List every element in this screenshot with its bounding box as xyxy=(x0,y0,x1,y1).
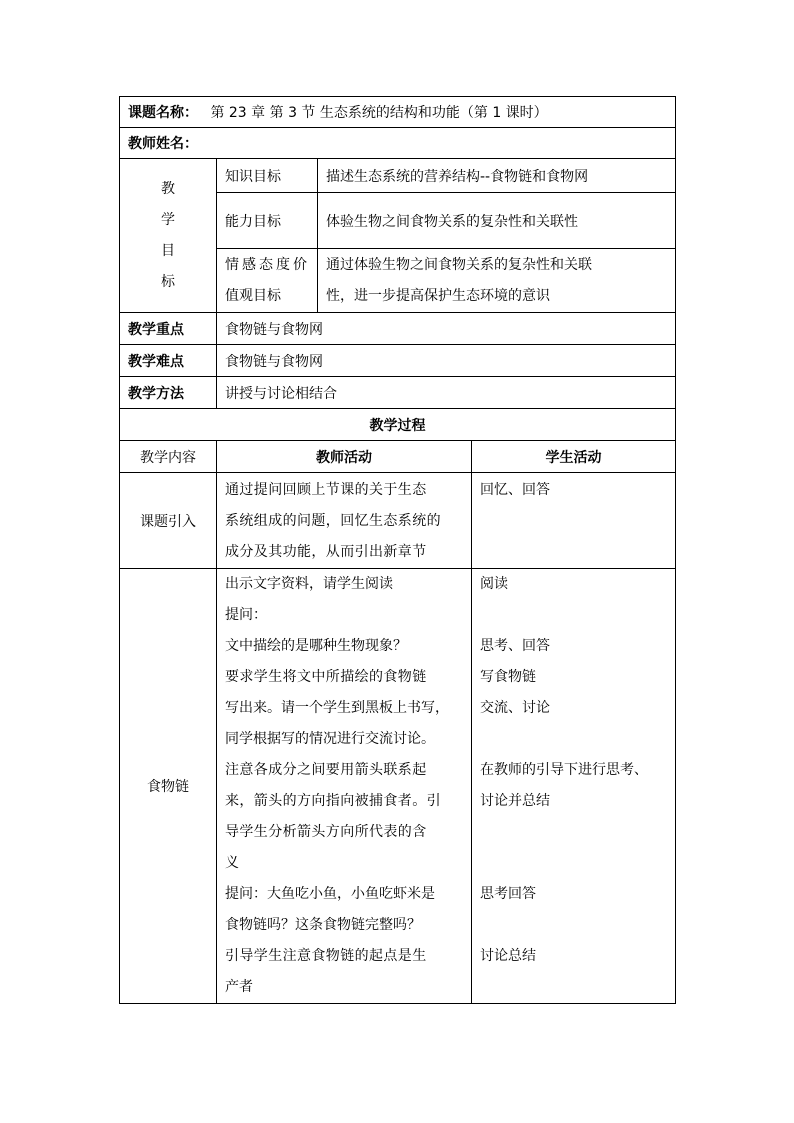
student-line xyxy=(480,724,667,755)
student-line: 交流、讨论 xyxy=(480,700,550,716)
process-title-row xyxy=(120,409,676,441)
knowledge-goal-text: 描述生态系统的营养结构--食物链和食物网 xyxy=(318,159,676,193)
col-header-content: 教学内容 xyxy=(120,441,217,473)
food-chain-content: 食物链 xyxy=(120,569,217,1004)
difficulty-label: 教学难点 xyxy=(120,345,217,377)
teacher-line: 提问： xyxy=(225,607,267,623)
ability-goal-text: 体验生物之间食物关系的复杂性和关联性 xyxy=(318,193,676,249)
topic-label: 课题名称： xyxy=(128,105,198,121)
emotion-goal-label: 情感态度价 值观目标 xyxy=(217,249,318,313)
col-header-student: 学生活动 xyxy=(472,441,676,473)
food-chain-row xyxy=(120,569,676,1004)
food-chain-teacher-activity xyxy=(217,569,472,1004)
teacher-line: 注意各成分之间要用箭头联系起 xyxy=(225,762,427,778)
goals-label-char: 学 xyxy=(161,211,175,228)
key-point-value: 食物链与食物网 xyxy=(217,313,676,345)
teacher-line: 写出来。请一个学生到黑板上书写， xyxy=(225,700,449,716)
teacher-row xyxy=(120,128,676,159)
teacher-line: 产者 xyxy=(225,979,253,995)
process-title: 教学过程 xyxy=(120,409,676,441)
student-line: 思考、回答 xyxy=(480,638,550,654)
key-point-label: 教学重点 xyxy=(120,313,217,345)
student-line: 在教师的引导下进行思考、 xyxy=(480,762,648,778)
student-line xyxy=(480,848,667,879)
student-line xyxy=(480,972,667,1003)
teacher-line: 引导学生注意食物链的起点是生 xyxy=(225,948,427,964)
intro-teacher-activity: 通过提问回顾上节课的关于生态 系统组成的问题，回忆生态系统的 成分及其功能，从而引出新章节 xyxy=(217,473,472,569)
col-header-teacher: 教师活动 xyxy=(217,441,472,473)
teacher-line: 导学生分析箭头方向所代表的含 xyxy=(225,824,427,840)
goals-label-char: 目 xyxy=(161,242,175,259)
teacher-label: 教师姓名： xyxy=(128,136,198,152)
emotion-goal-text: 通过体验生物之间食物关系的复杂性和关联 性，进一步提高保护生态环境的意识 xyxy=(318,249,676,313)
student-line: 讨论总结 xyxy=(480,948,536,964)
intro-student-activity: 回忆、回答 xyxy=(472,473,676,569)
goal-knowledge-row xyxy=(120,159,676,193)
goals-label xyxy=(120,159,217,313)
method-value: 讲授与讨论相结合 xyxy=(217,377,676,409)
topic-row xyxy=(120,97,676,128)
teacher-line: 提问：大鱼吃小鱼，小鱼吃虾米是 xyxy=(225,886,435,902)
difficulty-value: 食物链与食物网 xyxy=(217,345,676,377)
teacher-line: 文中描绘的是哪种生物现象？ xyxy=(225,638,407,654)
lesson-plan xyxy=(119,96,675,1004)
goals-label-char: 标 xyxy=(161,273,175,290)
food-chain-student-activity xyxy=(472,569,676,1004)
knowledge-goal-label: 知识目标 xyxy=(217,159,318,193)
ability-goal-label: 能力目标 xyxy=(217,193,318,249)
process-header-row xyxy=(120,441,676,473)
lesson-plan-table xyxy=(119,96,676,1004)
student-line: 思考回答 xyxy=(480,886,536,902)
intro-content: 课题引入 xyxy=(120,473,217,569)
teacher-line: 来，箭头的方向指向被捕食者。引 xyxy=(225,793,441,809)
difficulty-row xyxy=(120,345,676,377)
student-line xyxy=(480,600,667,631)
teacher-line: 义 xyxy=(225,855,239,871)
student-line: 阅读 xyxy=(480,576,508,592)
teacher-line: 要求学生将文中所描绘的食物链 xyxy=(225,669,427,685)
teacher-line: 出示文字资料，请学生阅读 xyxy=(225,576,393,592)
student-line: 讨论并总结 xyxy=(480,793,550,809)
student-line xyxy=(480,910,667,941)
student-line: 写食物链 xyxy=(480,669,536,685)
intro-row xyxy=(120,473,676,569)
goals-label-char: 教 xyxy=(161,180,175,197)
teacher-line: 同学根据写的情况进行交流讨论。 xyxy=(225,731,435,747)
method-label: 教学方法 xyxy=(120,377,217,409)
key-point-row xyxy=(120,313,676,345)
topic-value: 第 23 章 第 3 节 生态系统的结构和功能（第 1 课时） xyxy=(210,105,548,121)
teacher-line: 食物链吗？这条食物链完整吗？ xyxy=(225,917,421,933)
method-row xyxy=(120,377,676,409)
student-line xyxy=(480,817,667,848)
